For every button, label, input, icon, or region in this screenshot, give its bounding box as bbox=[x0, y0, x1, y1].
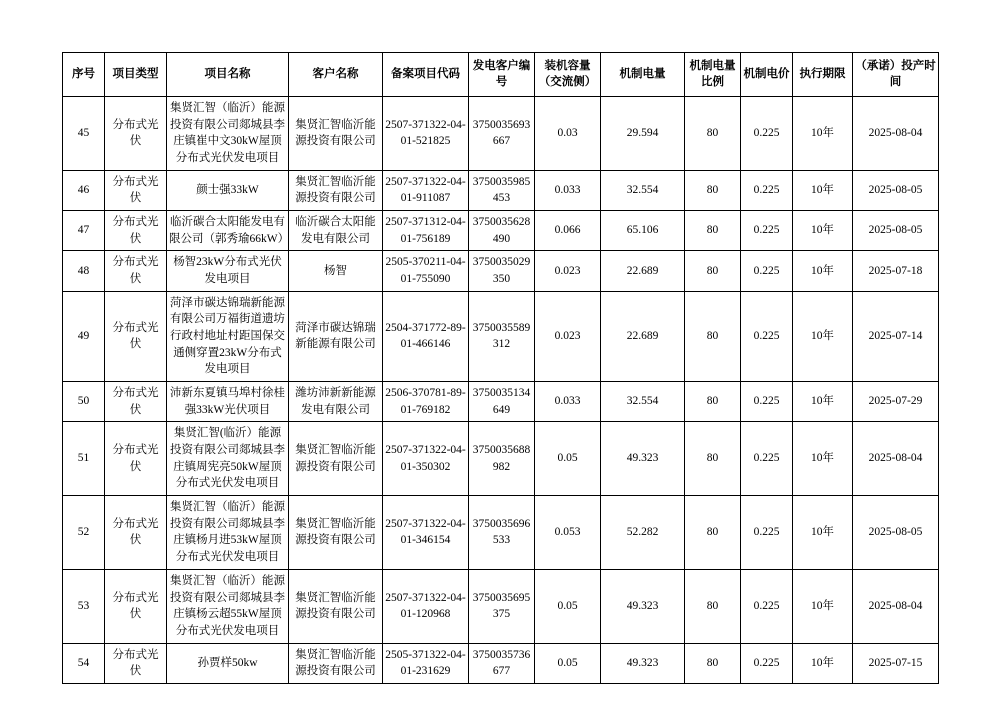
cell-type: 分布式光伏 bbox=[105, 422, 167, 496]
table-row bbox=[63, 211, 939, 251]
column-header-mech-price: 机制电价 bbox=[741, 53, 793, 97]
cell-type: 分布式光伏 bbox=[105, 569, 167, 643]
cell-mech-energy: 49.323 bbox=[601, 569, 685, 643]
table-row bbox=[63, 496, 939, 570]
column-header-capacity: 装机容量（交流侧） bbox=[535, 53, 601, 97]
cell-mech-price: 0.225 bbox=[741, 382, 793, 422]
cell-customer: 集贤汇智临沂能源投资有限公司 bbox=[289, 496, 383, 570]
column-header-mech-energy: 机制电量 bbox=[601, 53, 685, 97]
cell-capacity: 0.05 bbox=[535, 422, 601, 496]
cell-mech-price: 0.225 bbox=[741, 422, 793, 496]
cell-name: 集贤汇智（临沂）能源投资有限公司郯城县李庄镇崔中文30kW屋顶分布式光伏发电项目 bbox=[167, 97, 289, 171]
cell-term: 10年 bbox=[793, 569, 853, 643]
cell-capacity: 0.033 bbox=[535, 382, 601, 422]
cell-customer-no: 3750035628490 bbox=[469, 211, 535, 251]
cell-mech-ratio: 80 bbox=[685, 643, 741, 683]
cell-seq: 50 bbox=[63, 382, 105, 422]
table-row bbox=[63, 251, 939, 291]
cell-name: 菏泽市碳达锦瑞新能源有限公司万福街道遗坊行政村地址村距国保交通侧穿置23kW分布式发电项目 bbox=[167, 291, 289, 381]
cell-term: 10年 bbox=[793, 643, 853, 683]
cell-type: 分布式光伏 bbox=[105, 382, 167, 422]
table-body bbox=[63, 97, 939, 684]
cell-commission-date: 2025-07-14 bbox=[853, 291, 939, 381]
cell-capacity: 0.03 bbox=[535, 97, 601, 171]
cell-customer: 集贤汇智临沂能源投资有限公司 bbox=[289, 569, 383, 643]
cell-customer-no: 3750035029350 bbox=[469, 251, 535, 291]
cell-name: 孙贾样50kw bbox=[167, 643, 289, 683]
cell-capacity: 0.023 bbox=[535, 291, 601, 381]
cell-mech-ratio: 80 bbox=[685, 569, 741, 643]
cell-capacity: 0.05 bbox=[535, 643, 601, 683]
cell-mech-energy: 22.689 bbox=[601, 291, 685, 381]
cell-customer-no: 3750035695375 bbox=[469, 569, 535, 643]
cell-mech-ratio: 80 bbox=[685, 211, 741, 251]
cell-customer: 潍坊沛新新能源发电有限公司 bbox=[289, 382, 383, 422]
cell-code: 2507-371322-04-01-120968 bbox=[383, 569, 469, 643]
cell-capacity: 0.023 bbox=[535, 251, 601, 291]
cell-name: 杨智23kW分布式光伏发电项目 bbox=[167, 251, 289, 291]
cell-code: 2504-371772-89-01-466146 bbox=[383, 291, 469, 381]
column-header-customer: 客户名称 bbox=[289, 53, 383, 97]
cell-code: 2507-371312-04-01-756189 bbox=[383, 211, 469, 251]
cell-seq: 48 bbox=[63, 251, 105, 291]
cell-term: 10年 bbox=[793, 496, 853, 570]
cell-type: 分布式光伏 bbox=[105, 643, 167, 683]
cell-customer-no: 3750035985453 bbox=[469, 170, 535, 210]
cell-seq: 45 bbox=[63, 97, 105, 171]
cell-mech-ratio: 80 bbox=[685, 496, 741, 570]
cell-customer-no: 3750035696533 bbox=[469, 496, 535, 570]
column-header-type: 项目类型 bbox=[105, 53, 167, 97]
table-row bbox=[63, 569, 939, 643]
cell-seq: 46 bbox=[63, 170, 105, 210]
cell-mech-price: 0.225 bbox=[741, 170, 793, 210]
table-row bbox=[63, 291, 939, 381]
cell-term: 10年 bbox=[793, 291, 853, 381]
cell-seq: 54 bbox=[63, 643, 105, 683]
cell-customer-no: 3750035589312 bbox=[469, 291, 535, 381]
column-header-commission-date: （承诺）投产时间 bbox=[853, 53, 939, 97]
cell-mech-energy: 32.554 bbox=[601, 382, 685, 422]
cell-mech-energy: 49.323 bbox=[601, 643, 685, 683]
cell-customer-no: 3750035736677 bbox=[469, 643, 535, 683]
cell-term: 10年 bbox=[793, 211, 853, 251]
cell-code: 2507-371322-04-01-346154 bbox=[383, 496, 469, 570]
cell-commission-date: 2025-08-04 bbox=[853, 97, 939, 171]
cell-type: 分布式光伏 bbox=[105, 97, 167, 171]
cell-type: 分布式光伏 bbox=[105, 211, 167, 251]
cell-mech-ratio: 80 bbox=[685, 422, 741, 496]
cell-seq: 53 bbox=[63, 569, 105, 643]
cell-name: 集贤汇智（临沂）能源投资有限公司郯城县李庄镇杨云超55kW屋顶分布式光伏发电项目 bbox=[167, 569, 289, 643]
cell-seq: 49 bbox=[63, 291, 105, 381]
column-header-term: 执行期限 bbox=[793, 53, 853, 97]
cell-customer: 集贤汇智临沂能源投资有限公司 bbox=[289, 643, 383, 683]
cell-mech-ratio: 80 bbox=[685, 251, 741, 291]
cell-code: 2507-371322-04-01-911087 bbox=[383, 170, 469, 210]
cell-seq: 47 bbox=[63, 211, 105, 251]
cell-type: 分布式光伏 bbox=[105, 170, 167, 210]
cell-name: 集贤汇智（临沂）能源投资有限公司郯城县李庄镇杨月进53kW屋顶分布式光伏发电项目 bbox=[167, 496, 289, 570]
table-row bbox=[63, 170, 939, 210]
cell-mech-price: 0.225 bbox=[741, 643, 793, 683]
cell-customer-no: 3750035693667 bbox=[469, 97, 535, 171]
cell-name: 临沂碳合太阳能发电有限公司（郭秀瑜66kW） bbox=[167, 211, 289, 251]
cell-commission-date: 2025-07-29 bbox=[853, 382, 939, 422]
cell-mech-ratio: 80 bbox=[685, 97, 741, 171]
cell-customer: 菏泽市碳达锦瑞新能源有限公司 bbox=[289, 291, 383, 381]
cell-mech-price: 0.225 bbox=[741, 211, 793, 251]
cell-term: 10年 bbox=[793, 422, 853, 496]
cell-code: 2505-371322-04-01-231629 bbox=[383, 643, 469, 683]
cell-customer: 集贤汇智临沂能源投资有限公司 bbox=[289, 170, 383, 210]
cell-mech-energy: 52.282 bbox=[601, 496, 685, 570]
cell-customer-no: 3750035688982 bbox=[469, 422, 535, 496]
cell-mech-energy: 29.594 bbox=[601, 97, 685, 171]
cell-customer: 杨智 bbox=[289, 251, 383, 291]
cell-mech-price: 0.225 bbox=[741, 291, 793, 381]
column-header-name: 项目名称 bbox=[167, 53, 289, 97]
cell-code: 2507-371322-04-01-521825 bbox=[383, 97, 469, 171]
cell-mech-ratio: 80 bbox=[685, 170, 741, 210]
cell-customer-no: 3750035134649 bbox=[469, 382, 535, 422]
column-header-seq: 序号 bbox=[63, 53, 105, 97]
cell-commission-date: 2025-08-05 bbox=[853, 496, 939, 570]
cell-customer: 集贤汇智临沂能源投资有限公司 bbox=[289, 97, 383, 171]
cell-mech-energy: 32.554 bbox=[601, 170, 685, 210]
cell-term: 10年 bbox=[793, 251, 853, 291]
cell-mech-price: 0.225 bbox=[741, 97, 793, 171]
cell-term: 10年 bbox=[793, 97, 853, 171]
column-header-mech-ratio: 机制电量比例 bbox=[685, 53, 741, 97]
cell-code: 2505-370211-04-01-755090 bbox=[383, 251, 469, 291]
column-header-customer-no: 发电客户编号 bbox=[469, 53, 535, 97]
table-row bbox=[63, 643, 939, 683]
cell-type: 分布式光伏 bbox=[105, 251, 167, 291]
cell-mech-ratio: 80 bbox=[685, 291, 741, 381]
cell-mech-price: 0.225 bbox=[741, 496, 793, 570]
cell-capacity: 0.05 bbox=[535, 569, 601, 643]
table-row bbox=[63, 382, 939, 422]
table-row bbox=[63, 97, 939, 171]
cell-capacity: 0.066 bbox=[535, 211, 601, 251]
cell-mech-price: 0.225 bbox=[741, 569, 793, 643]
cell-code: 2506-370781-89-01-769182 bbox=[383, 382, 469, 422]
cell-capacity: 0.033 bbox=[535, 170, 601, 210]
cell-commission-date: 2025-08-05 bbox=[853, 170, 939, 210]
table-row bbox=[63, 422, 939, 496]
cell-term: 10年 bbox=[793, 382, 853, 422]
cell-commission-date: 2025-07-18 bbox=[853, 251, 939, 291]
cell-type: 分布式光伏 bbox=[105, 496, 167, 570]
project-list-table bbox=[62, 52, 939, 684]
cell-type: 分布式光伏 bbox=[105, 291, 167, 381]
cell-code: 2507-371322-04-01-350302 bbox=[383, 422, 469, 496]
table-header-row bbox=[63, 53, 939, 97]
cell-name: 集贤汇智(临沂）能源投资有限公司郯城县李庄镇周宪亮50kW屋顶分布式光伏发电项目 bbox=[167, 422, 289, 496]
cell-capacity: 0.053 bbox=[535, 496, 601, 570]
cell-name: 沛新东夏镇马埠村徐桂强33kW光伏项目 bbox=[167, 382, 289, 422]
cell-mech-energy: 65.106 bbox=[601, 211, 685, 251]
cell-commission-date: 2025-08-04 bbox=[853, 422, 939, 496]
column-header-code: 备案项目代码 bbox=[383, 53, 469, 97]
cell-term: 10年 bbox=[793, 170, 853, 210]
cell-seq: 51 bbox=[63, 422, 105, 496]
cell-customer: 临沂碳合太阳能发电有限公司 bbox=[289, 211, 383, 251]
cell-mech-energy: 49.323 bbox=[601, 422, 685, 496]
cell-commission-date: 2025-07-15 bbox=[853, 643, 939, 683]
cell-name: 颜士强33kW bbox=[167, 170, 289, 210]
cell-mech-price: 0.225 bbox=[741, 251, 793, 291]
cell-commission-date: 2025-08-05 bbox=[853, 211, 939, 251]
cell-seq: 52 bbox=[63, 496, 105, 570]
cell-mech-energy: 22.689 bbox=[601, 251, 685, 291]
cell-mech-ratio: 80 bbox=[685, 382, 741, 422]
cell-customer: 集贤汇智临沂能源投资有限公司 bbox=[289, 422, 383, 496]
cell-commission-date: 2025-08-04 bbox=[853, 569, 939, 643]
